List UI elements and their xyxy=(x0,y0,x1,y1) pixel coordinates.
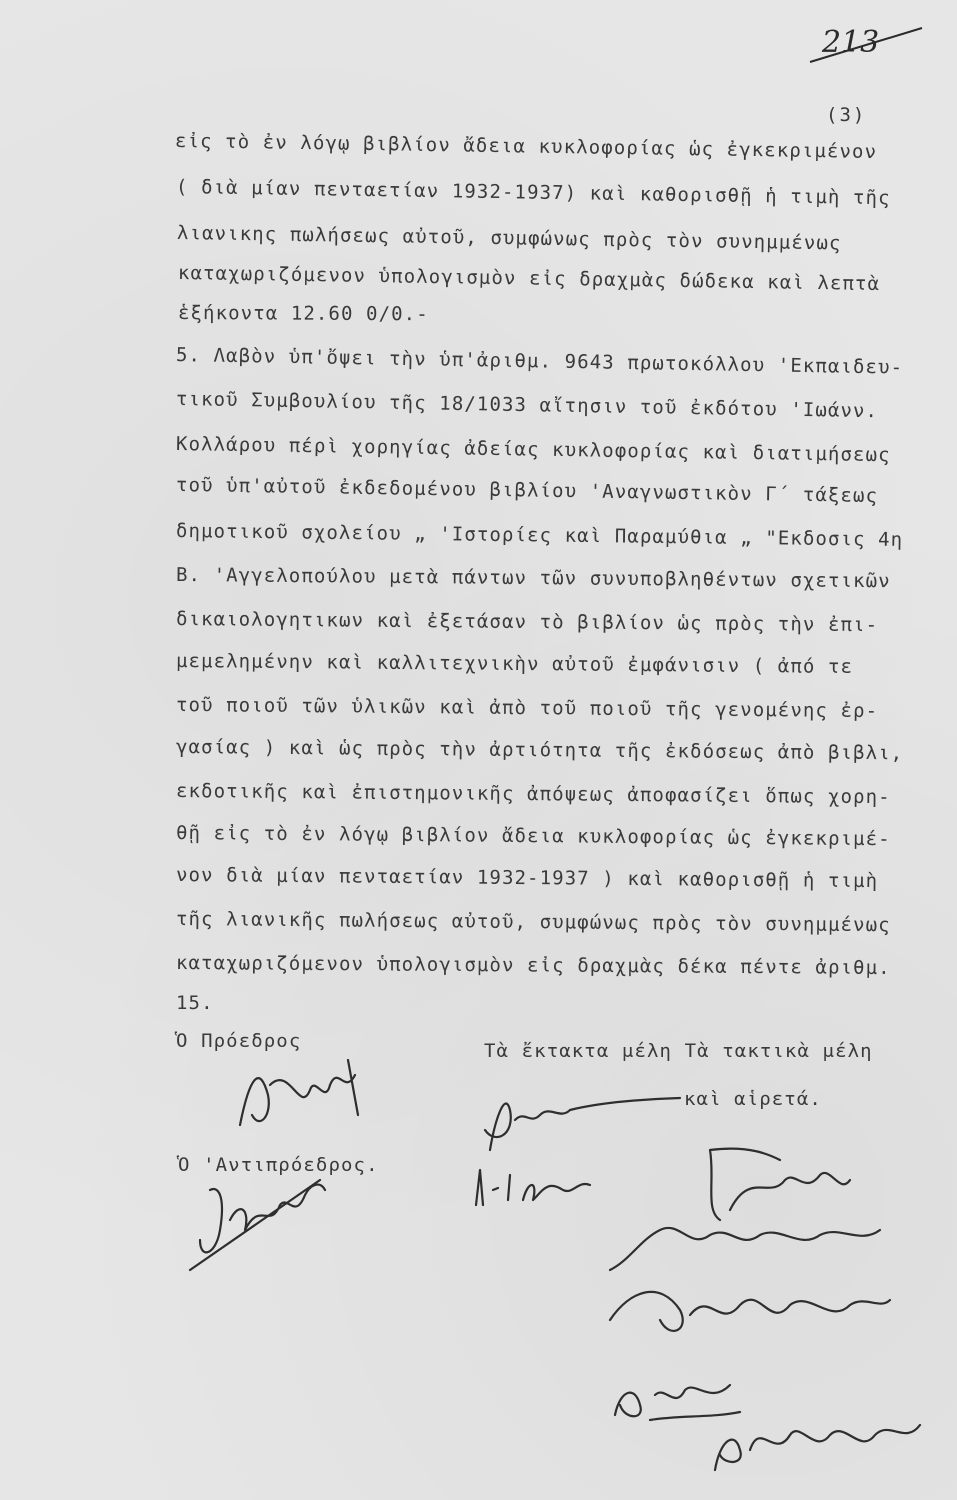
text-line-8: Κολλάρου πέρὶ χορηγίας ἀδείας κυκλοφορίας καὶ διατιμήσεως xyxy=(175,433,891,467)
folio-number-handwritten xyxy=(800,18,930,73)
text-line-12: δικαιολογητικων καὶ ἐξετάσαν τὸ βιβλίον ὡς πρὸς τὴν ἐπι- xyxy=(175,608,879,637)
vice-president-signature xyxy=(170,1160,350,1280)
text-line-11: Β. 'Αγγελοπούλου μετὰ πάντων τῶν συνυποβληθέντων σχετικῶν xyxy=(175,564,891,593)
text-line-15: γασίας ) καὶ ὡς πρὸς τὴν ἀρτιότητα τῆς ἐκδόσεως ἀπὸ βιβλι, xyxy=(175,736,904,765)
text-line-7: τικοῦ Συμβουλίου τῆς 18/1033 αἴτησιν τοῦ ἐκδότου 'Ιωάνν. xyxy=(175,388,879,423)
regular-member-signature-2 xyxy=(600,1200,890,1280)
text-line-14: τοῦ ποιοῦ τῶν ὑλικῶν καὶ ἀπὸ τοῦ ποιοῦ τῆς γενομένης ἐρ- xyxy=(175,694,879,723)
text-line-13: μεμελημένην καὶ καλλιτεχνικὴν αὐτοῦ ἐμφάνισιν ( ἀπό τε xyxy=(175,650,854,678)
members-label-continued: καὶ αἱρετά. xyxy=(684,1088,822,1110)
text-line-6: 5. Λαβὸν ὑπ'ὄψει τὴν ὑπ'ἀριθμ. 9643 πρωτοκόλλου 'Εκπαιδευ- xyxy=(175,344,904,379)
vice-president-label: Ὁ 'Αντιπρόεδρος. xyxy=(178,1154,379,1176)
text-line-5: ἑξήκοντα 12.60 0/0.- xyxy=(177,302,429,326)
text-line-18: νον διὰ μίαν πενταετίαν 1932-1937 ) καὶ καθορισθῇ ἡ τιμὴ xyxy=(175,864,879,893)
extraordinary-member-signature-1 xyxy=(470,1080,690,1160)
extraordinary-member-signature-2 xyxy=(468,1160,598,1220)
text-line-17: θῇ εἰς τὸ ἐν λόγῳ βιβλίον ἄδεια κυκλοφορίας ὡς ἐγκεκριμέ- xyxy=(175,822,891,851)
regular-member-signature-3 xyxy=(600,1270,900,1360)
text-line-3: λιανικης πωλήσεως αὐτοῦ, συμφώνως πρὸς τὸν συνημμένως xyxy=(176,222,842,255)
text-line-19: τῆς λιανικῆς πωλήσεως αὐτοῦ, συμφώνως πρὸς τὸν συνημμένως xyxy=(175,908,891,937)
text-line-2: ( διὰ μίαν πενταετίαν 1932-1937) καὶ καθορισθῇ ἡ τιμὴ τῆς xyxy=(175,176,891,210)
text-line-4: καταχωριζόμενον ὑπολογισμὸν εἰς δραχμὰς δώδεκα καὶ λεπτὰ xyxy=(177,262,881,296)
page-number: (3) xyxy=(826,104,867,126)
svg-text:213: 213 xyxy=(822,25,880,60)
text-line-1: εἰς τὸ ἐν λόγῳ βιβλίον ἄδεια κυκλοφορίας ὡς ἐγκεκριμένον xyxy=(174,130,878,164)
regular-member-signature-5 xyxy=(700,1400,930,1480)
text-line-21: 15. xyxy=(176,992,214,1014)
text-line-9: τοῦ ὑπ'αὐτοῦ ἐκδεδομένου βιβλίου 'Αναγνωστικὸν Γ΄ τάξεως xyxy=(175,474,879,508)
text-line-10: δημοτικοῦ σχολείου „ 'Ιστορίες καὶ Παραμύθια „ "Εκδοσις 4η xyxy=(175,520,904,551)
president-signature xyxy=(230,1055,380,1140)
president-label: Ὁ Πρόεδρος xyxy=(176,1030,302,1052)
text-line-16: εκδοτικῆς καὶ ἐπιστημονικῆς ἀπόψεως ἀποφασίζει ὅπως χορη- xyxy=(175,780,891,809)
members-label: Τὰ ἔκτακτα μέλη Τὰ τακτικὰ μέλη xyxy=(484,1040,873,1062)
text-line-20: καταχωριζόμενον ὑπολογισμὸν εἰς δραχμὰς δέκα πέντε ἀριθμ. xyxy=(175,952,891,979)
